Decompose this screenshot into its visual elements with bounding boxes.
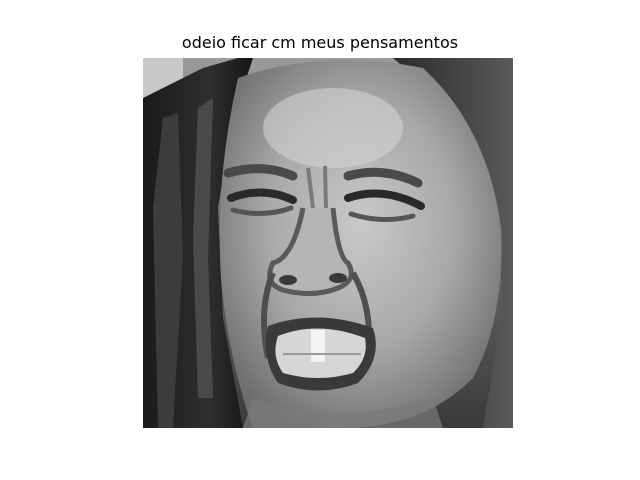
right-nostril <box>329 273 347 283</box>
figure-title: odeio ficar cm meus pensamentos <box>181 33 459 52</box>
left-nostril <box>279 275 297 285</box>
face-photo <box>143 58 513 428</box>
face-photo-svg <box>143 58 513 428</box>
teeth-highlight <box>311 330 325 362</box>
forehead-highlight <box>263 88 403 168</box>
brow-wrinkle <box>325 166 326 208</box>
